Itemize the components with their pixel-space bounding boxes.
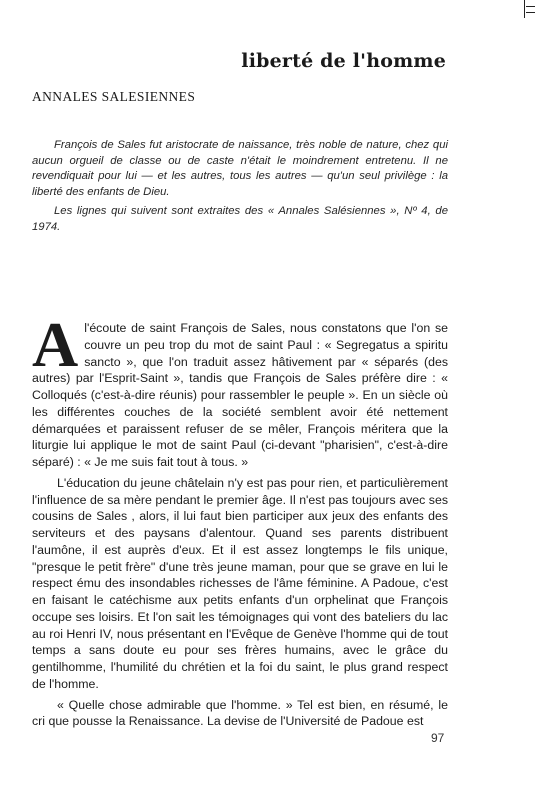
page-number: 97 (431, 731, 445, 745)
page-title: liberté de l'homme (241, 50, 446, 72)
intro-note: Les lignes qui suivent sont extraites des « Annales Salésiennes », Nº 4, de 1974. (32, 205, 448, 233)
crop-mark (522, 0, 536, 18)
source-heading: ANNALES SALESIENNES (32, 89, 196, 104)
drop-cap: A (32, 309, 79, 380)
body-paragraph-1 (32, 309, 448, 471)
body-paragraph-1-text: l'écoute de saint François de Sales, nous constatons que l'on se couvre un peu trop du mot de saint Paul : « Segregatus a spiritu sancto », que l'on traduit assez hâtivement par « séparés (des autres) par l'Esprit-Saint », tandis que François de Sales préfère dire : « Colloqués (c'est-à-dire réunis) pour rassembler le peuple ». En un siècle où les différentes couches de la société semblent avoir été nettement démarquées et paraissent refuser de se mêler, François méritera que la liturgie lui applique le mot de saint Paul (ci-devant "pharisien", c'est-à-dire séparé) : « Je me suis fait tout à tous. » (32, 321, 448, 469)
article-body (32, 309, 448, 734)
body-paragraph-3: « Quelle chose admirable que l'homme. » Tel est bien, en résumé, le cri que pousse la Renaissance. La devise de l'Université de Padoue est (32, 697, 448, 729)
intro-paragraph: François de Sales fut aristocrate de naissance, très noble de nature, chez qui aucun orgueil de classe ou de caste n'était le moindrement entretenu. Il ne revendiquait pour lui — et les autres, tous les autres — qu'un seul privilège : la liberté des enfants de Dieu. (32, 139, 448, 198)
body-paragraph-2: L'éducation du jeune châtelain n'y est pas pour rien, et particulièrement l'influence de sa mère pendant le premier âge. Il n'est pas toujours avec ses cousins de Sales , alors, il lui faut bien participer aux jeux des enfants des serviteurs et des paysans d'alentour. Quand ses parents distribuent l'aumône, il est auprès d'eux. Et il est assez longtemps le fils unique, "presque le petit frère" d'une très jeune maman, pour que se grave en lui le respect ému des insondables richesses de l'âme féminine. A Padoue, c'est en faisant le catéchisme aux petits enfants d'un orphelinat que François occupe ses loisirs. Et l'on sait les témoignages qui vont des bateliers du lac au roi Henri IV, nous présentant en l'Evêque de Genève l'homme qui de tout temps a sans doute eu pour ses frères humains, avec le grâce du gentilhomme, l'humilité du chrétien et la foi du saint, le plus grand respect de l'homme. (32, 475, 448, 691)
intro-block (32, 138, 448, 240)
